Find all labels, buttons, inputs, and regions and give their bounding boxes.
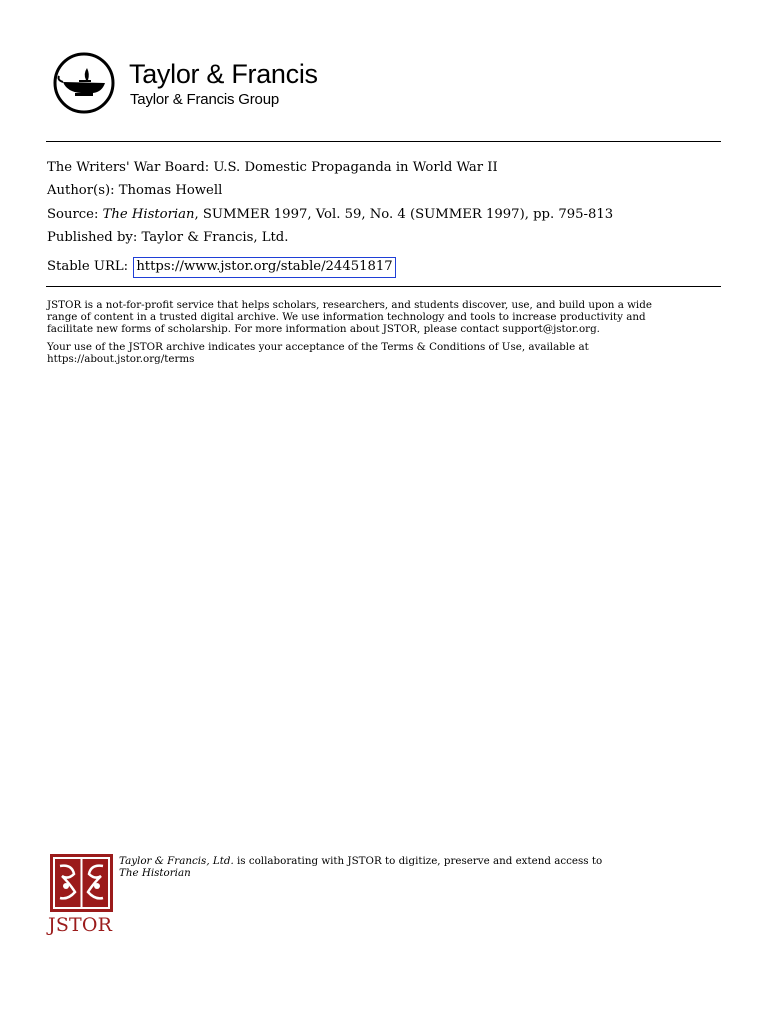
source-line — [47, 206, 613, 224]
notice-line: range of content in a trusted digital archive. We use information technology and tools to increase productivity and — [47, 310, 646, 323]
publisher-line — [47, 229, 288, 247]
notice-line: facilitate new forms of scholarship. For more information about JSTOR, please contact support@jstor.org. — [47, 322, 600, 335]
source-details: , SUMMER 1997, Vol. 59, No. 4 (SUMMER 1997), pp. 795-813 — [194, 207, 614, 222]
collaboration-statement — [119, 855, 602, 879]
collab-journal: The Historian — [119, 867, 191, 879]
source-label: Source: — [47, 207, 99, 222]
author-name: Thomas Howell — [118, 183, 223, 198]
jstor-notice-paragraph — [47, 300, 722, 335]
publisher-label: Published by: — [47, 230, 138, 245]
publisher-name: Taylor & Francis, Ltd. — [141, 230, 289, 245]
source-journal: The Historian — [102, 207, 195, 222]
jstor-logo-word: JSTOR — [48, 914, 113, 936]
collab-text: is collaborating with JSTOR to digitize, preserve and extend access to — [233, 855, 603, 867]
stable-url-label: Stable URL: — [47, 259, 129, 274]
terms-notice-paragraph — [47, 342, 722, 366]
author-line — [47, 182, 222, 200]
divider-top — [46, 141, 721, 142]
publisher-logo-name: Taylor & Francis — [129, 59, 318, 89]
collab-publisher: Taylor & Francis, Ltd. — [119, 855, 234, 867]
lamp-icon — [53, 52, 115, 114]
article-title: The Writers' War Board: U.S. Domestic Propaganda in World War II — [47, 160, 498, 175]
publisher-logo-group: Taylor & Francis Group — [130, 91, 279, 108]
collab-line — [119, 855, 602, 867]
notice-line: JSTOR is a not-for-profit service that helps scholars, researchers, and students discover, use, and build upon a wide — [47, 299, 652, 311]
stable-url-line — [47, 257, 396, 278]
stable-url-link[interactable]: https://www.jstor.org/stable/24451817 — [133, 257, 395, 278]
divider-bottom — [46, 286, 721, 287]
jstor-logo-icon — [50, 854, 113, 912]
author-label: Author(s): — [47, 183, 115, 198]
terms-link[interactable]: https://about.jstor.org/terms — [47, 352, 195, 365]
notice-line: Your use of the JSTOR archive indicates your acceptance of the Terms & Conditions of Use, available at — [47, 341, 589, 353]
